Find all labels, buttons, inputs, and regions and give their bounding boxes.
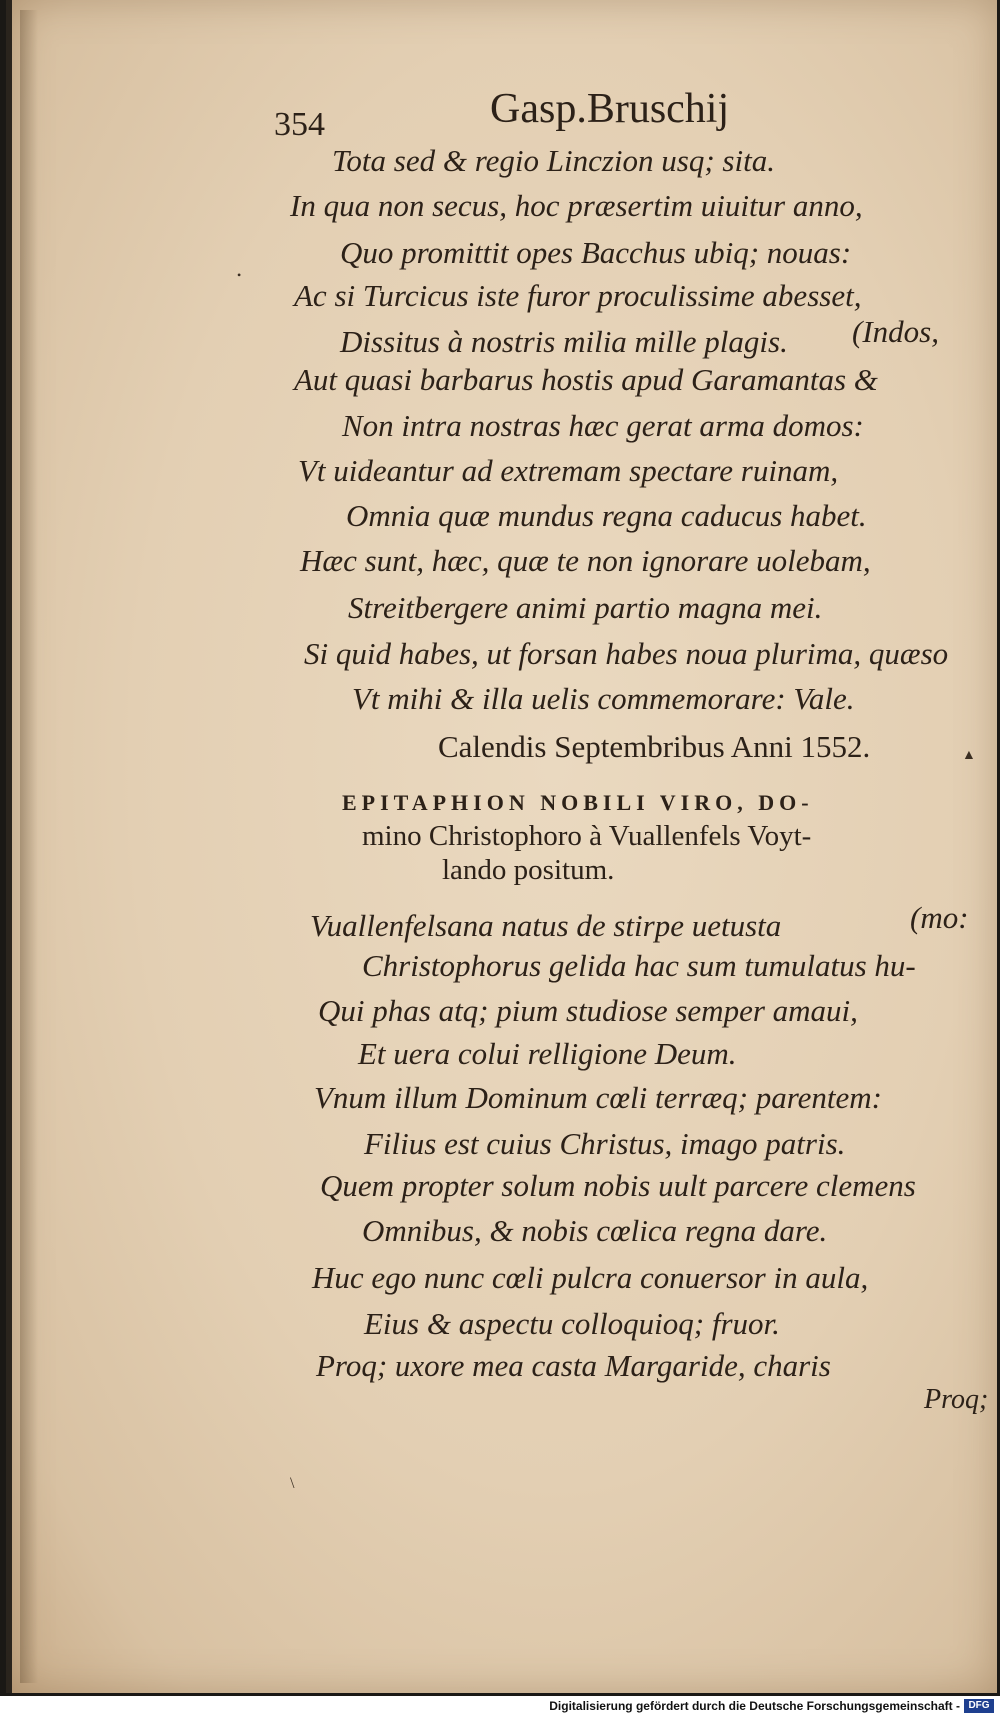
letter-verse-1: Tota sed & regio Linczion usq; sita.	[332, 143, 775, 178]
letter-verse-7: Non intra nostras hæc gerat arma domos:	[342, 408, 864, 443]
epitaph-title-caps: EPITAPHION NOBILI VIRO, DO-	[342, 790, 814, 815]
letter-verse-6: Aut quasi barbarus hostis apud Garamantas &	[294, 362, 878, 397]
ink-speck: \	[290, 1475, 295, 1492]
letter-dateline: Calendis Septembribus Anni 1552.	[438, 729, 871, 764]
digitization-footer	[0, 1696, 1000, 1716]
dfg-logo: DFG	[964, 1699, 994, 1713]
letter-verse-11: Streitbergere animi partio magna mei.	[348, 590, 823, 625]
printer-mark: ▲	[962, 748, 976, 763]
epitaph-title-line-3: lando positum.	[442, 854, 615, 886]
epitaph-verse-5: Vnum illum Dominum cœli terræq; parentem:	[314, 1080, 882, 1115]
page-number: 354	[274, 106, 325, 143]
epitaph-verse-1: Vuallenfelsana natus de stirpe uetusta	[310, 908, 782, 943]
letter-verse-2: In qua non secus, hoc præsertim uiuitur anno,	[290, 188, 863, 223]
running-head: Gasp.Bruschij	[490, 86, 730, 132]
epitaph-verse-9: Huc ego nunc cœli pulcra conuersor in aula,	[312, 1260, 869, 1295]
epitaph-verse-6: Filius est cuius Christus, imago patris.	[364, 1126, 846, 1161]
epitaph-verse-4: Et uera colui relligione Deum.	[358, 1036, 737, 1071]
letter-verse-12: Si quid habes, ut forsan habes noua plurima, quæso	[304, 636, 949, 671]
epitaph-verse-3: Qui phas atq; pium studiose semper amaui,	[318, 993, 858, 1028]
letter-verse-8: Vt uideantur ad extremam spectare ruinam,	[298, 453, 839, 488]
letter-verse-13: Vt mihi & illa uelis commemorare: Vale.	[352, 681, 855, 716]
letter-verse-9: Omnia quæ mundus regna caducus habet.	[346, 498, 867, 533]
catchword: Proq;	[924, 1384, 989, 1415]
epitaph-verse-7: Quem propter solum nobis uult parcere clemens	[320, 1168, 916, 1203]
epitaph-title-line-2: mino Christophoro à Vuallenfels Voyt-	[362, 820, 812, 852]
epitaph-verse-8: Omnibus, & nobis cœlica regna dare.	[362, 1213, 828, 1248]
book-page	[6, 0, 997, 1693]
epitaph-verse-11: Proq; uxore mea casta Margaride, charis	[316, 1348, 831, 1383]
letter-verse-5: Dissitus à nostris milia mille plagis.	[340, 324, 788, 359]
letter-verse-3: Quo promittit opes Bacchus ubiq; nouas:	[340, 235, 852, 270]
letter-verse-10: Hæc sunt, hæc, quæ te non ignorare uolebam,	[300, 543, 871, 578]
epitaph-verse-10: Eius & aspectu colloquioq; fruor.	[364, 1306, 780, 1341]
letter-verse-turnover: (Indos,	[852, 314, 939, 349]
ink-speck: •	[237, 268, 242, 282]
footer-credit: Digitalisierung gefördert durch die Deutsche Forschungsgemeinschaft -	[549, 1699, 960, 1713]
letter-verse-4: Ac si Turcicus iste furor proculissime abesset,	[294, 278, 862, 313]
epitaph-verse-2: Christophorus gelida hac sum tumulatus hu-	[362, 948, 916, 983]
epitaph-verse-turnover: (mo:	[910, 900, 969, 935]
